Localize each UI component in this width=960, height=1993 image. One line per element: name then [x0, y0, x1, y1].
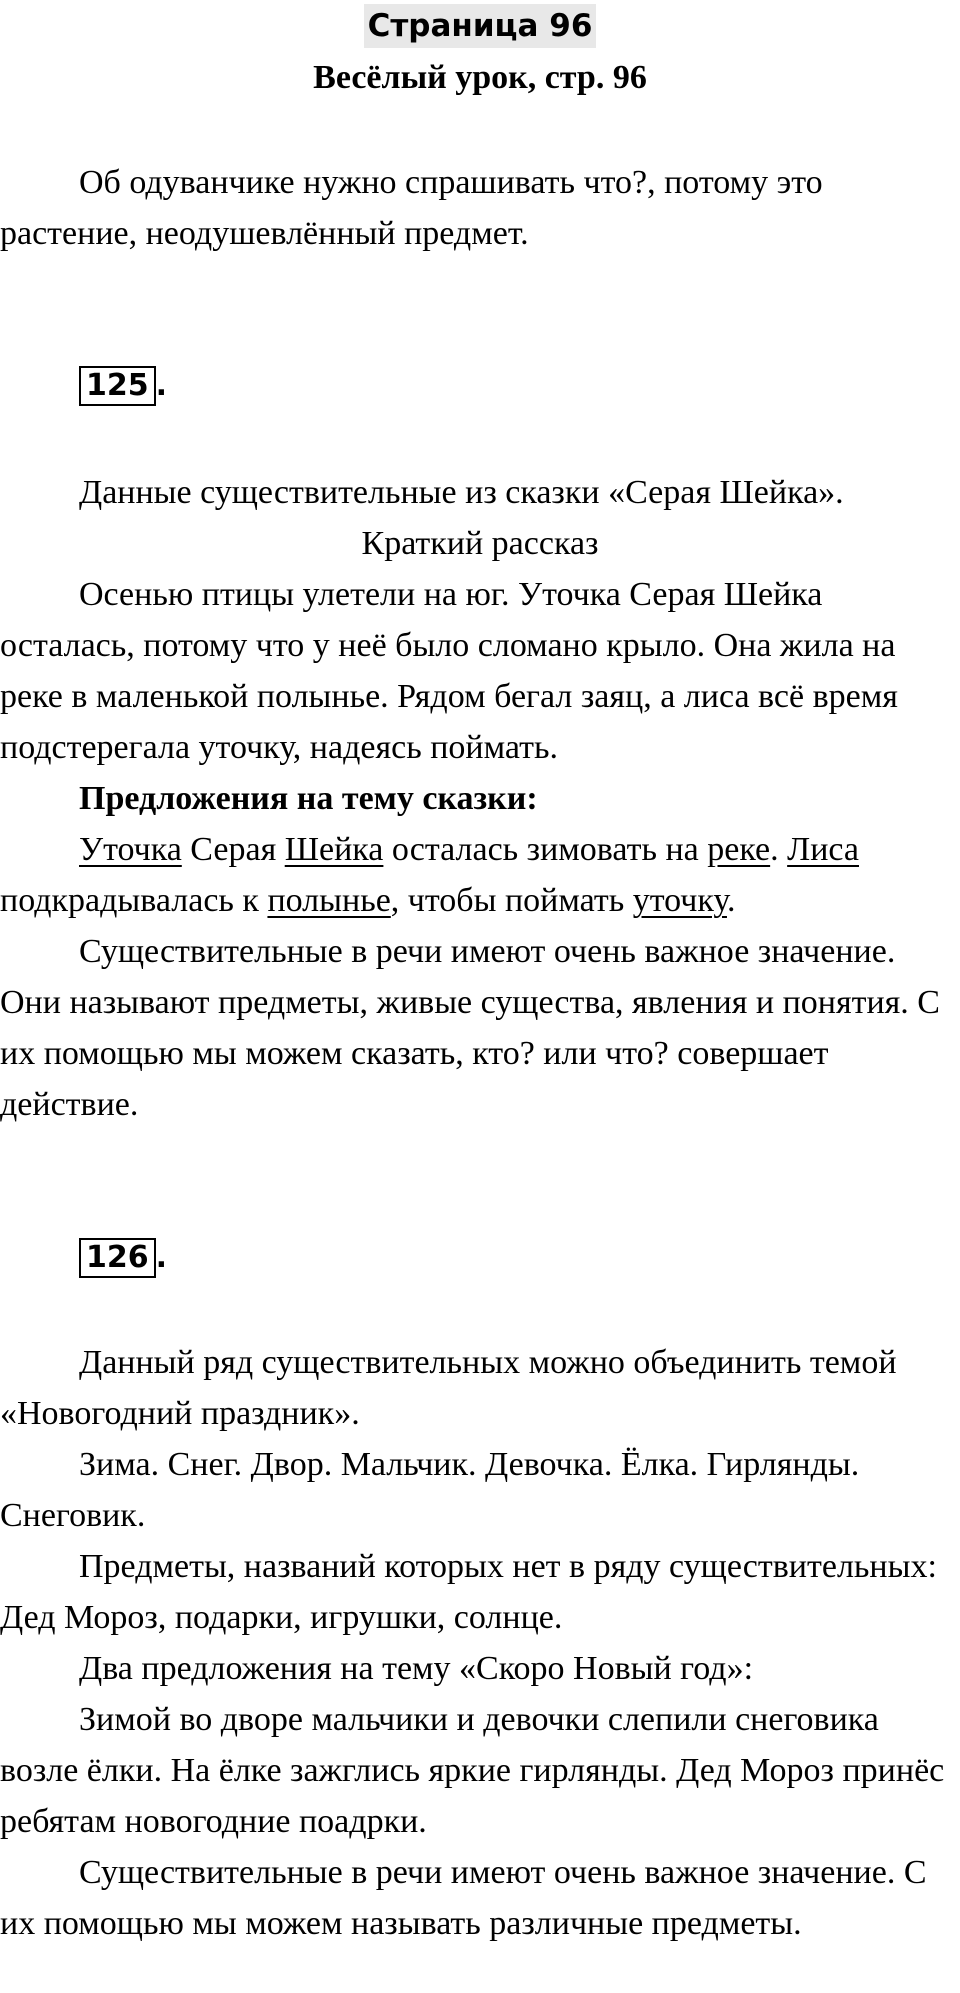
- underlined-noun: Лиса: [787, 831, 859, 868]
- page-label-container: [0, 4, 960, 48]
- underlined-noun: уточку: [632, 882, 727, 919]
- exercise-126-block: [0, 1337, 960, 1949]
- page-subtitle: Весёлый урок, стр. 96: [313, 59, 647, 96]
- exercise-126-paragraph-2: Зима. Снег. Двор. Мальчик. Девочка. Ёлка. Гирлянды. Снеговик.: [0, 1446, 860, 1534]
- sentence-text: , чтобы поймать: [390, 882, 633, 919]
- exercise-126-paragraph-3: Предметы, названий которых нет в ряду существительных: Дед Мороз, подарки, игрушки, солнце.: [0, 1548, 937, 1636]
- exercise-125-story: Осенью птицы улетели на юг. Уточка Серая Шейка осталась, потому что у неё было сломано крыло. Она жила на реке в маленькой полынье. Рядом бегал заяц, а лиса всё время подстерегала уточку, надеясь поймать.: [0, 576, 898, 766]
- sentence-text: подкрадывалась к: [0, 882, 268, 919]
- exercise-126-number: [79, 1238, 167, 1278]
- exercise-125-dot: .: [155, 368, 168, 403]
- exercise-125-sentences: [0, 824, 960, 926]
- underlined-noun: полынье: [267, 882, 391, 919]
- exercise-126-paragraph-1: Данный ряд существительных можно объединить темой «Новогодний праздник».: [0, 1344, 897, 1432]
- underlined-noun: реке: [707, 831, 771, 868]
- exercise-125-intro-line: Данные существительные из сказки «Серая Шейка».: [79, 474, 844, 511]
- exercise-126-paragraph-4: Два предложения на тему «Скоро Новый год»:: [79, 1650, 754, 1687]
- exercise-125-conclusion: Существительные в речи имеют очень важное значение. Они называют предметы, живые существа, явления и понятия. С их помощью мы можем сказать, кто? или что? совершает действие.: [0, 933, 940, 1123]
- exercise-126-number-box: 126: [79, 1238, 156, 1278]
- underlined-noun: Шейка: [284, 831, 384, 868]
- exercise-125-number-box: 125: [79, 366, 156, 406]
- intro-paragraph: Об одуванчике нужно спрашивать что?, потому это растение, неодушевлённый предмет.: [0, 164, 823, 252]
- page-label: Страница 96: [364, 4, 597, 48]
- exercise-126-paragraph-5: Зимой во дворе мальчики и девочки слепили снеговика возле ёлки. На ёлке зажглись яркие гирлянды. Дед Мороз принёс ребятам новогодние поадрки.: [0, 1701, 945, 1840]
- sentence-text: .: [770, 831, 788, 868]
- exercise-126-dot: .: [155, 1240, 168, 1275]
- exercise-125-block: [0, 467, 960, 1130]
- sentence-text: осталась зимовать на: [383, 831, 708, 868]
- intro-block: [0, 157, 960, 259]
- sentence-text: Серая: [181, 831, 285, 868]
- exercise-126-paragraph-6: Существительные в речи имеют очень важное значение. С их помощью мы можем называть различные предметы.: [0, 1854, 927, 1942]
- exercise-125-heading: Предложения на тему сказки:: [79, 780, 538, 817]
- exercise-125-number: [79, 366, 167, 406]
- exercise-125-story-title: Краткий рассказ: [361, 525, 599, 562]
- sentence-text: .: [726, 882, 736, 919]
- underlined-noun: Уточка: [79, 831, 182, 868]
